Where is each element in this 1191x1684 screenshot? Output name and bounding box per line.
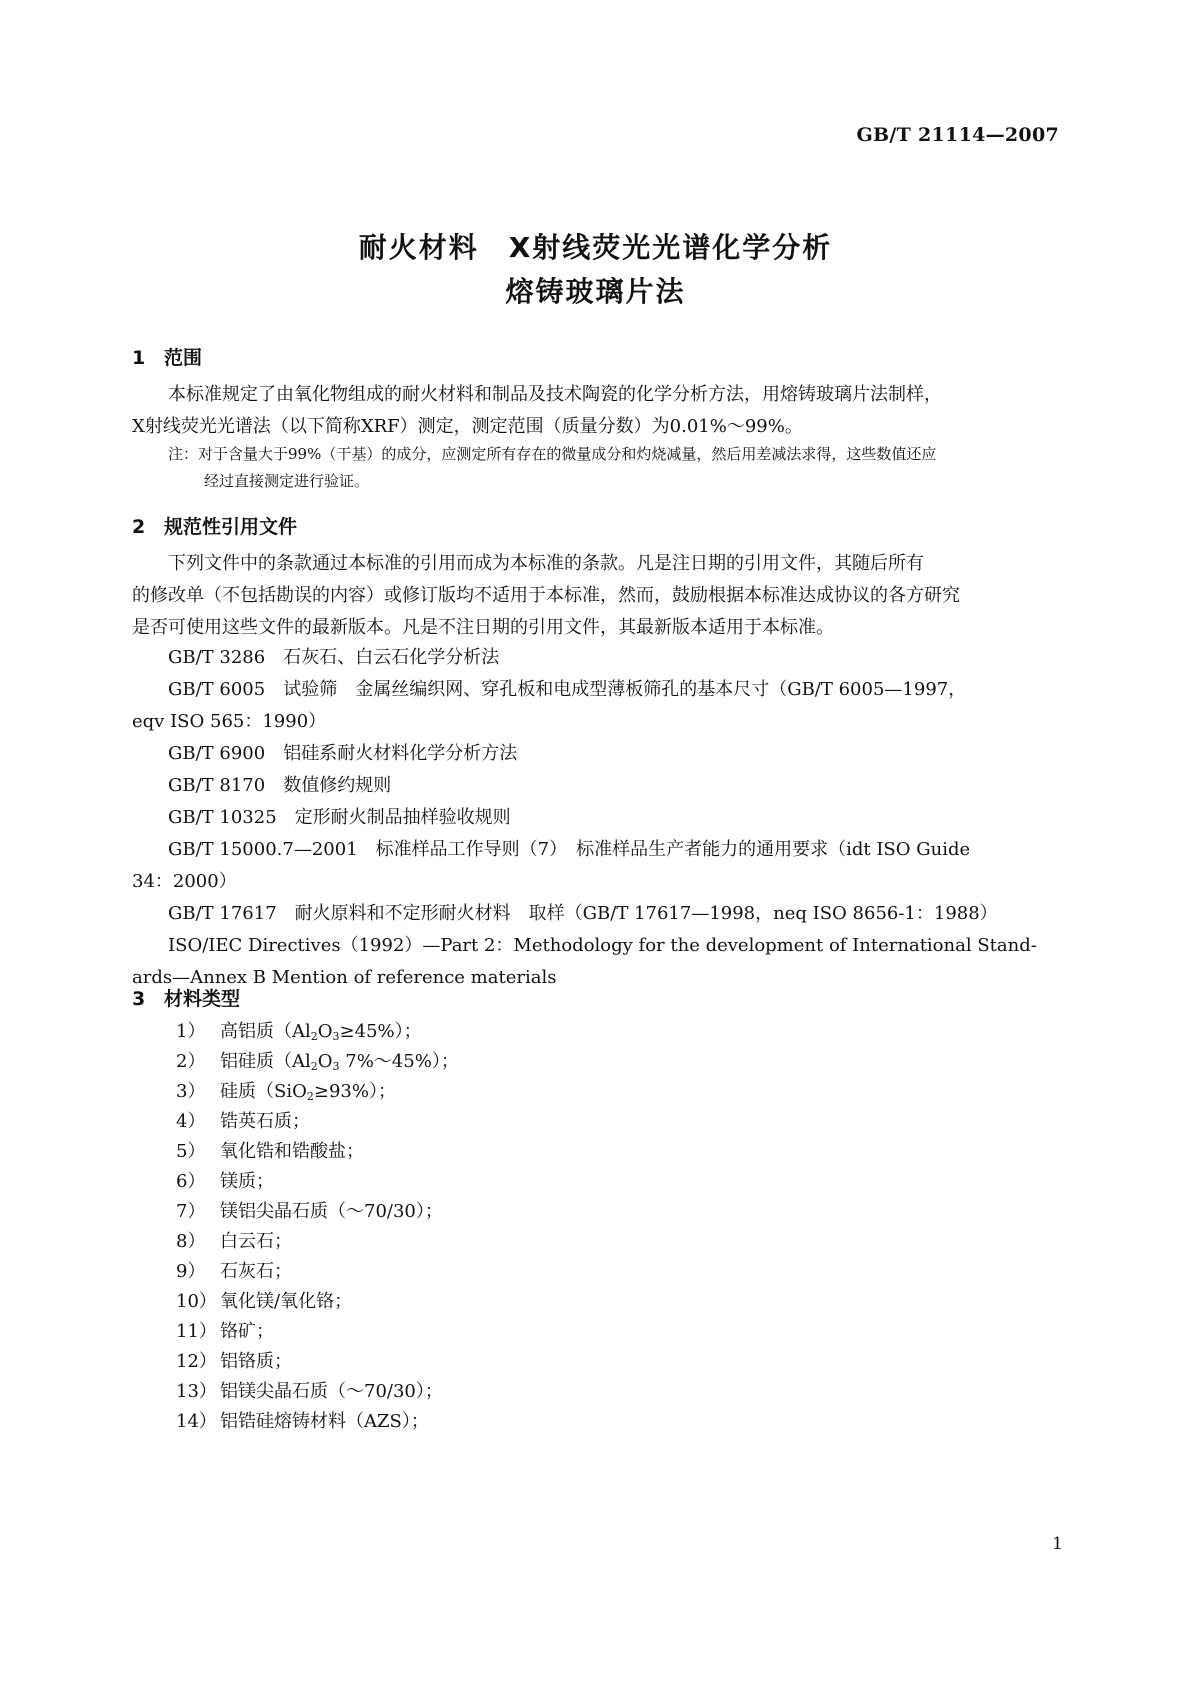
material-type-item: [176, 1406, 429, 1443]
item-number: 10）: [176, 1291, 217, 1312]
reference-item: GB/T 6005 试验筛 金属丝编织网、穿孔板和电成型薄板筛孔的基本尺寸（GB/T 6005—1997，: [168, 679, 967, 700]
item-number: 13）: [176, 1381, 217, 1402]
section-number: 1: [132, 347, 146, 369]
document-title-line-2: 熔铸玻璃片法: [505, 275, 686, 308]
item-number: 2）: [176, 1051, 206, 1072]
item-text: 白云石；: [220, 1231, 292, 1252]
section-number: 2: [132, 516, 146, 538]
item-number: 6）: [176, 1171, 206, 1192]
scope-line-1: 本标准规定了由氧化物组成的耐火材料和制品及技术陶瓷的化学分析方法，用熔铸玻璃片法制样，: [168, 384, 942, 405]
item-text: 高铝质（Al: [220, 1021, 311, 1042]
item-text: 铝镁尖晶石质（～70/30）；: [220, 1381, 443, 1402]
item-number: 8）: [176, 1231, 206, 1252]
item-number: 14）: [176, 1411, 217, 1432]
standard-code: GB/T 21114—2007: [856, 124, 1059, 146]
note-line-1: 注：对于含量大于99%（干基）的成分，应测定所有存在的微量成分和灼烧减量，然后用差减法求得，这些数值还应: [168, 445, 937, 463]
reference-item: GB/T 8170 数值修约规则: [168, 775, 392, 796]
section-2-heading: [132, 512, 297, 539]
item-subscript: 3: [332, 1030, 340, 1043]
reference-list: [132, 642, 1060, 994]
reference-item: GB/T 10325 定形耐火制品抽样验收规则: [168, 807, 511, 828]
scope-line-2: X射线荧光光谱法（以下简称XRF）测定，测定范围（质量分数）为0.01%～99%。: [132, 416, 803, 437]
section-number: 3: [132, 988, 146, 1010]
section-title: 范围: [164, 347, 203, 369]
item-number: 4）: [176, 1111, 206, 1132]
reference-item-continuation: eqv ISO 565：1990）: [132, 711, 327, 732]
references-intro-line-2: 的修改单（不包括勘误的内容）或修订版均不适用于本标准，然而，鼓励根据本标准达成协议的各方研究: [132, 585, 960, 606]
reference-item: GB/T 17617 耐火原料和不定形耐火材料 取样（GB/T 17617—1998，neq ISO 8656-1：1988）: [168, 903, 998, 924]
item-text: 7%～45%）；: [339, 1051, 459, 1072]
item-number: 3）: [176, 1081, 206, 1102]
item-subscript: 2: [310, 1060, 318, 1073]
section-title: 规范性引用文件: [164, 516, 298, 538]
item-number: 7）: [176, 1201, 206, 1222]
item-text: 硅质（SiO: [220, 1081, 307, 1102]
item-number: 1）: [176, 1021, 206, 1042]
reference-item: ISO/IEC Directives（1992）—Part 2：Methodology for the development of International Stand-: [168, 935, 1037, 956]
item-subscript: 2: [310, 1030, 318, 1043]
item-text: 镁铝尖晶石质（～70/30）；: [220, 1201, 443, 1222]
item-text: O: [317, 1051, 333, 1072]
section-1-heading: [132, 343, 202, 370]
item-text: 铝锆硅熔铸材料（AZS）；: [220, 1411, 429, 1432]
item-text: 铝铬质；: [220, 1351, 292, 1372]
reference-item: GB/T 15000.7—2001 标准样品工作导则（7） 标准样品生产者能力的通用要求（idt ISO Guide: [168, 839, 971, 860]
references-intro-line-1: 下列文件中的条款通过本标准的引用而成为本标准的条款。凡是注日期的引用文件，其随后所有: [168, 553, 924, 574]
item-text: 氧化镁/氧化铬；: [220, 1291, 353, 1312]
scope-note: [168, 441, 1060, 495]
document-title-line-1: 耐火材料 X射线荧光光谱化学分析: [358, 231, 833, 264]
item-number: 9）: [176, 1261, 206, 1282]
item-text: 氧化锆和锆酸盐；: [220, 1141, 364, 1162]
item-text: 镁质；: [220, 1171, 274, 1192]
scope-paragraph: [132, 379, 1060, 443]
item-number: 5）: [176, 1141, 206, 1162]
section-3-heading: [132, 984, 240, 1011]
references-intro-line-3: 是否可使用这些文件的最新版本。凡是不注日期的引用文件，其最新版本适用于本标准。: [132, 617, 834, 638]
item-text: ≥93%）；: [313, 1081, 396, 1102]
reference-item: GB/T 6900 铝硅系耐火材料化学分析方法: [168, 743, 518, 764]
note-line-2: 经过直接测定进行验证。: [204, 472, 370, 490]
item-text: 锆英石质；: [220, 1111, 310, 1132]
reference-item-continuation: 34：2000）: [132, 871, 237, 892]
reference-item: GB/T 3286 石灰石、白云石化学分析法: [168, 647, 500, 668]
page-number: 1: [1052, 1534, 1063, 1554]
item-text: ≥45%）；: [339, 1021, 422, 1042]
reference-item-continuation: ards—Annex B Mention of reference materials: [132, 967, 557, 988]
references-intro: [132, 548, 1060, 644]
item-number: 11）: [176, 1321, 217, 1342]
item-text: 铬矿；: [220, 1321, 274, 1342]
item-subscript: 3: [332, 1060, 340, 1073]
item-text: O: [317, 1021, 333, 1042]
item-subscript: 2: [306, 1090, 314, 1103]
item-number: 12）: [176, 1351, 217, 1372]
item-text: 铝硅质（Al: [220, 1051, 311, 1072]
section-title: 材料类型: [164, 988, 241, 1010]
item-text: 石灰石；: [220, 1261, 292, 1282]
